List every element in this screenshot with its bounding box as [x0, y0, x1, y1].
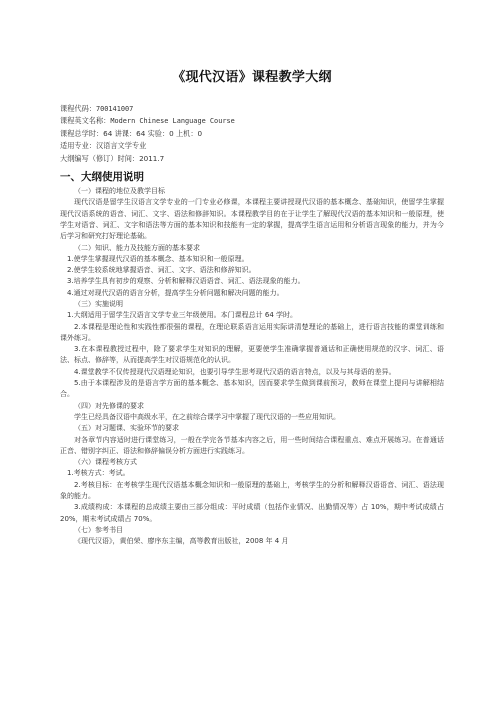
subsection-heading: （二）知识、能力及技能方面的基本要求 [74, 243, 200, 252]
list-item: 3.培养学生具有初步的观察、分析和解释汉语语音、词汇、语法现象的能力。 [67, 277, 305, 286]
reference-entry: 《现代汉语》，黄伯荣、廖序东主编，高等教育出版社，2008 年 4 月 [74, 537, 289, 546]
list-item: 4.通过对现代汉语的语言分析，提高学生分析问题和解决问题的能力。 [67, 288, 284, 297]
list-item: 1.使学生掌握现代汉语的基本概念、基本知识和一般原理。 [67, 254, 249, 263]
list-item: 2.使学生较系统地掌握语音、词汇、文字、语法和修辞知识。 [67, 266, 256, 275]
meta-course-code: 课程代码：700141007 [60, 104, 134, 113]
list-item: 1.考核方式：考试。 [67, 469, 130, 478]
meta-english-name: 课程英文名称：Modern Chinese Language Course [60, 116, 235, 126]
meta-revision-date: 大纲编写（修订）时间：2011.7 [60, 153, 165, 163]
meta-total-hours: 课程总学时：64 讲课：64 实验：0 上机：0 [60, 128, 203, 138]
subsection-heading: （三）实施说明 [74, 300, 123, 308]
subsection-heading: （五）对习题课、实验环节的要求 [74, 424, 179, 433]
paragraph: 对各章节内容适时进行课堂练习，一般在学完各节基本内容之后，用一些时间结合课程重点、难点开展练习。在普通话正音、错别字纠正、语法和修辞偏误分析方面进行实践练习。 [60, 435, 444, 455]
document-title: 《现代汉语》课程教学大纲 [172, 70, 332, 85]
list-item: 2.考核目标：在考核学生现代汉语基本概念知识和一般原理的基础上，考核学生的分析和解释汉语语音、词汇、语法现象的能力。 [60, 480, 444, 501]
list-item: 3.在本课程教授过程中，除了要求学生对知识的理解，更要使学生准确掌握普通话和正确使用规范的汉字、词汇、语法、标点、修辞等，从而提高学生对汉语规范化的认识。 [60, 345, 444, 365]
subsection-heading: （七）参考书目 [74, 525, 123, 534]
list-item: 3.成绩构成：本课程的总成绩主要由三部分组成：平时成绩（包括作业情况、出勤情况等）占 10%，期中考试成绩占 20%，期末考试成绩占 70%。 [60, 503, 444, 523]
course-meta [60, 103, 444, 165]
subsection-heading: （一）课程的地位及教学目标 [74, 187, 165, 196]
paragraph: 现代汉语是留学生汉语言文学专业的一门专业必修课，本课程主要讲授现代汉语的基本概念、基础知识，使留学生掌握现代汉语系统的语音、词汇、文字、语法和修辞知识。本课程教学目的在于让学生了解现代汉语的基本知识和一般原理，使学生对语音、词汇、文字和语法等方面的基本知识和技能有一定的掌握，提高学生语言运用和分析语言现象的能力，并为今后学习和研究打好理论基础。 [60, 198, 444, 241]
list-item: 2.本课程是理论性和实践性都很强的课程，在理论联系语言运用实际讲清楚理论的基础上，进行语言技能的课堂训练和课外练习。 [60, 322, 444, 342]
list-item: 4.课堂教学不仅传授现代汉语理论知识，也要引导学生思考现代汉语的语言特点，以及与其母语的差异。 [74, 367, 396, 376]
section-heading: 一、大纲使用说明 [60, 171, 144, 184]
subsection-heading: （四）对先修课的要求 [74, 401, 144, 410]
list-item: 5.由于本课程涉及的是语言学方面的基本概念、基本知识，因而要求学生做到课前预习，教师在课堂上提问与讲解相结合。 [60, 379, 444, 399]
meta-major: 适用专业：汉语言文学专业 [60, 141, 147, 151]
list-item: 1.大纲适用于留学生汉语言文学专业三年级使用。本门课程总计 64 学时。 [67, 311, 298, 320]
paragraph: 学生已经具备汉语中高级水平，在之前综合课学习中掌握了现代汉语的一些应用知识。 [74, 412, 340, 421]
subsection-heading: （六）课程考核方式 [74, 458, 137, 467]
